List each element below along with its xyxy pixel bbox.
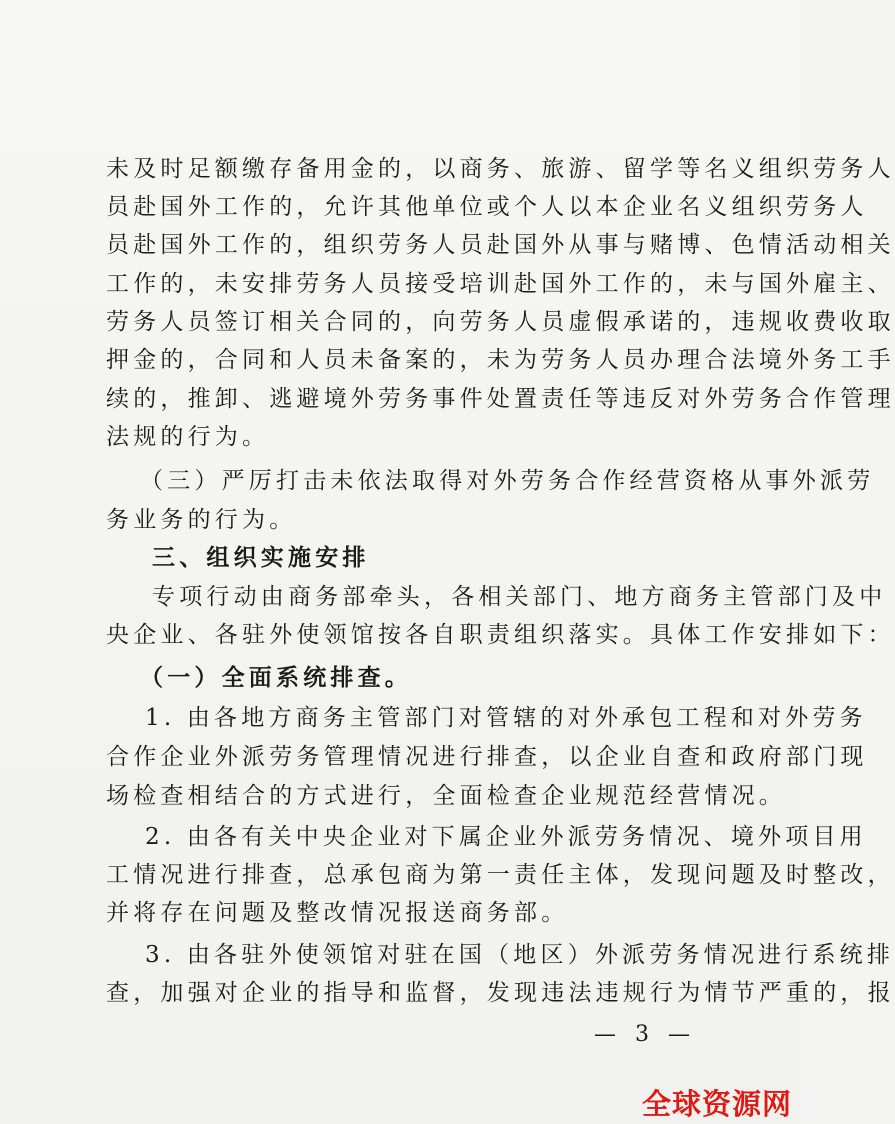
text-line: 合作企业外派劳务管理情况进行排查，以企业自查和政府部门现 <box>106 744 868 770</box>
text-line: 并将存在问题及整改情况报送商务部。 <box>106 900 569 926</box>
text-line: 专项行动由商务部牵头，各相关部门、地方商务主管部门及中 <box>152 584 887 610</box>
text-line: 3. 由各驻外使领馆对驻在国（地区）外派劳务情况进行系统排 <box>145 942 895 968</box>
section-heading: 三、组织实施安排 <box>152 544 370 571</box>
text-line: 务业务的行为。 <box>106 507 297 533</box>
watermark: 全球资源网 <box>642 1087 793 1121</box>
text-line: 续的，推卸、逃避境外劳务事件处置责任等违反对外劳务合作管理 <box>106 386 895 412</box>
section-item-3: （三）严厉打击未依法取得对外劳务合作经营资格从事外派劳 <box>140 468 875 494</box>
text-line: 员赴国外工作的，允许其他单位或个人以本企业名义组织劳务人 <box>106 194 868 220</box>
text-line: 2. 由各有关中央企业对下属企业外派劳务情况、境外项目用 <box>145 824 867 850</box>
text-line: 工情况进行排查，总承包商为第一责任主体，发现问题及时整改， <box>106 862 895 888</box>
subsection-heading: （一）全面系统排查。 <box>140 664 412 691</box>
text-line: 查，加强对企业的指导和监督，发现违法违规行为情节严重的，报 <box>106 980 895 1006</box>
text-line: 央企业、各驻外使领馆按各自职责组织落实。具体工作安排如下： <box>106 622 895 648</box>
text-line: 劳务人员签订相关合同的，向劳务人员虚假承诺的，违规收费收取 <box>106 309 895 335</box>
text-line: 场检查相结合的方式进行，全面检查企业规范经营情况。 <box>106 783 786 809</box>
text-line: 押金的，合同和人员未备案的，未为劳务人员办理合法境外务工手 <box>106 347 895 373</box>
text-line: 1. 由各地方商务主管部门对管辖的对外承包工程和对外劳务 <box>145 705 867 731</box>
text-line: 法规的行为。 <box>106 424 270 450</box>
text-line: 员赴国外工作的，组织劳务人员赴国外从事与赌博、色情活动相关 <box>106 232 895 258</box>
text-line: 未及时足额缴存备用金的，以商务、旅游、留学等名义组织劳务人 <box>106 156 895 182</box>
page-number: — 3 — <box>594 1022 696 1047</box>
text-line: 工作的，未安排劳务人员接受培训赴国外工作的，未与国外雇主、 <box>106 271 895 297</box>
